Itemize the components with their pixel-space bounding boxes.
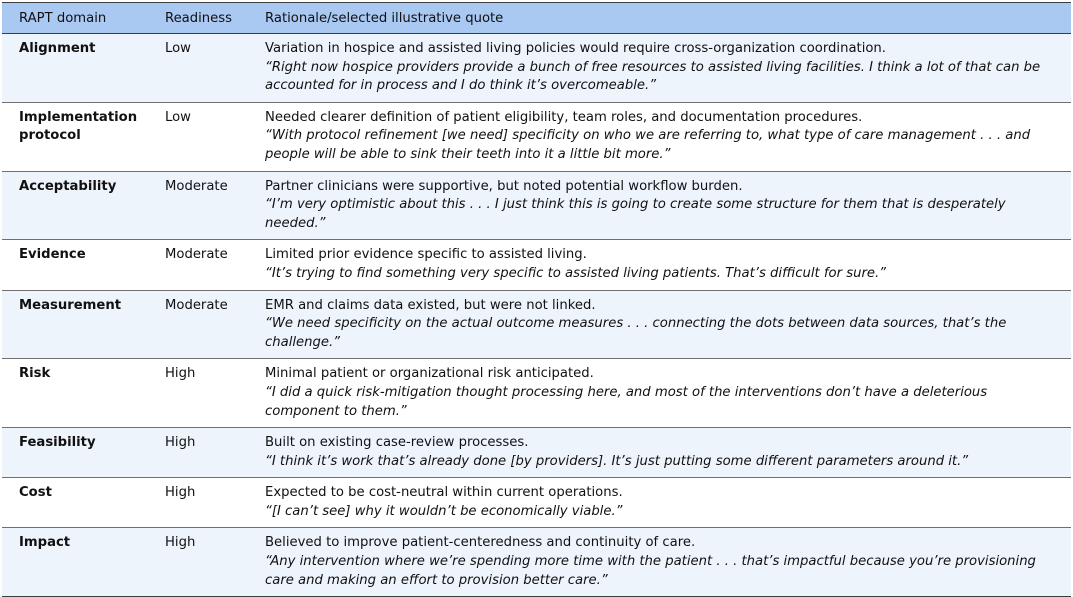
readiness-cell: Moderate — [158, 240, 248, 290]
readiness-cell: Moderate — [158, 171, 248, 240]
rationale-quote-cell — [248, 359, 1071, 428]
table-row — [2, 240, 1071, 290]
header-rapt-domain: RAPT domain — [2, 3, 158, 34]
table-row — [2, 428, 1071, 478]
rationale-quote-cell — [248, 428, 1071, 478]
rationale-text: Partner clinicians were supportive, but noted potential workflow burden. — [265, 178, 743, 194]
illustrative-quote: “It’s trying to find something very specific to assisted living patients. That’s difficult for sure.” — [265, 265, 886, 281]
domain-cell: Cost — [2, 478, 158, 528]
domain-cell: Impact — [2, 528, 158, 597]
table-body — [2, 34, 1071, 597]
domain-cell: Alignment — [2, 34, 158, 103]
readiness-cell: Low — [158, 34, 248, 103]
header-rationale-quote: Rationale/selected illustrative quote — [248, 3, 1071, 34]
readiness-cell: High — [158, 528, 248, 597]
table-row — [2, 171, 1071, 240]
readiness-cell: High — [158, 428, 248, 478]
table-header — [2, 3, 1071, 34]
illustrative-quote: “I’m very optimistic about this . . . I just think this is going to create some structure for them that is desperately needed.” — [265, 197, 1006, 231]
rationale-quote-cell — [248, 240, 1071, 290]
domain-cell: Evidence — [2, 240, 158, 290]
rationale-quote-cell — [248, 478, 1071, 528]
rationale-quote-cell — [248, 171, 1071, 240]
readiness-cell: Low — [158, 102, 248, 171]
table-row — [2, 34, 1071, 103]
rationale-text: Expected to be cost-neutral within current operations. — [265, 485, 623, 501]
rationale-quote-cell — [248, 102, 1071, 171]
rationale-text: Minimal patient or organizational risk anticipated. — [265, 366, 594, 382]
rationale-text: Needed clearer definition of patient eligibility, team roles, and documentation procedures. — [265, 109, 863, 125]
rationale-quote-cell — [248, 290, 1071, 359]
rationale-quote-cell — [248, 528, 1071, 597]
table-row — [2, 102, 1071, 171]
illustrative-quote: “We need specificity on the actual outcome measures . . . connecting the dots between data sources, that’s the challenge.” — [265, 316, 1007, 350]
header-readiness: Readiness — [158, 3, 248, 34]
table-row — [2, 359, 1071, 428]
header-row — [2, 3, 1071, 34]
rationale-text: Built on existing case-review processes. — [265, 435, 529, 451]
domain-cell: Implementation protocol — [2, 102, 158, 171]
table-row — [2, 478, 1071, 528]
readiness-cell: Moderate — [158, 290, 248, 359]
illustrative-quote: “Any intervention where we’re spending more time with the patient . . . that’s impactful because you’re provisioning care and making an effort to provision better care.” — [265, 554, 1036, 588]
rationale-text: EMR and claims data existed, but were not linked. — [265, 297, 596, 313]
readiness-cell: High — [158, 478, 248, 528]
illustrative-quote: “[I can’t see] why it wouldn’t be economically viable.” — [265, 503, 623, 519]
illustrative-quote: “Right now hospice providers provide a bunch of free resources to assisted living facilities. I think a lot of that can be accounted for in process and I do think it’s overcomeable.” — [265, 59, 1041, 94]
illustrative-quote: “With protocol refinement [we need] specificity on who we are referring to, what type of care management . . . and people will be able to sink their teeth into it a little bit more.” — [265, 128, 1031, 162]
table-row — [2, 290, 1071, 359]
rationale-text: Variation in hospice and assisted living policies would require cross-organization coordination. — [265, 41, 886, 56]
domain-cell: Feasibility — [2, 428, 158, 478]
rationale-text: Believed to improve patient-centeredness and continuity of care. — [265, 535, 696, 551]
rapt-readiness-table — [2, 2, 1071, 597]
domain-cell: Acceptability — [2, 171, 158, 240]
illustrative-quote: “I think it’s work that’s already done [by providers]. It’s just putting some different parameters around it.” — [265, 453, 969, 469]
domain-cell: Risk — [2, 359, 158, 428]
rationale-text: Limited prior evidence specific to assisted living. — [265, 247, 587, 263]
domain-cell: Measurement — [2, 290, 158, 359]
rationale-quote-cell — [248, 34, 1071, 103]
readiness-cell: High — [158, 359, 248, 428]
table-row — [2, 528, 1071, 597]
illustrative-quote: “I did a quick risk-mitigation thought processing here, and most of the interventions don’t have a deleterious component to them.” — [265, 384, 988, 419]
